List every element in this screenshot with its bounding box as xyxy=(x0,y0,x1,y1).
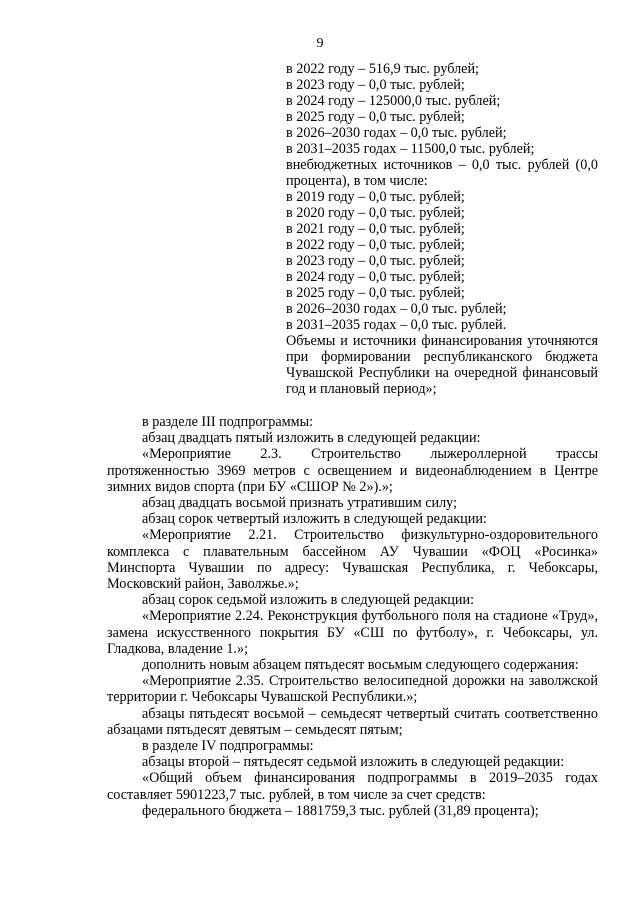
paragraph: в разделе IV подпрограммы: xyxy=(142,738,314,755)
paragraph: абзац сорок седьмой изложить в следующей редакции: xyxy=(142,592,475,609)
main-text xyxy=(107,414,598,819)
paragraph: «Мероприятие 2.24. Реконструкция футбольного поля на стадионе «Труд», замена искусственного покрытия БУ «СШ по футболу», г. Чебоксары, ул. Гладкова, владение 1.»; xyxy=(107,608,598,657)
column-line: в 2024 году – 125000,0 тыс. рублей; xyxy=(286,93,501,109)
column-line: в 2023 году – 0,0 тыс. рублей; xyxy=(286,253,465,269)
column-line: в 2022 году – 0,0 тыс. рублей; xyxy=(286,237,465,253)
paragraph: федерального бюджета – 1881759,3 тыс. рублей (31,89 процента); xyxy=(142,802,539,819)
column-extrabudget: внебюджетных источников – 0,0 тыс. рублей (0,0 процента), в том числе: xyxy=(286,157,598,189)
column-line: в 2025 году – 0,0 тыс. рублей; xyxy=(286,109,465,125)
paragraph: абзацы второй – пятьдесят седьмой изложить в следующей редакции: xyxy=(142,754,565,771)
column-line: в 2026–2030 годах – 0,0 тыс. рублей; xyxy=(286,125,507,141)
column-line: в 2025 году – 0,0 тыс. рублей; xyxy=(286,285,465,301)
column-line: в 2019 году – 0,0 тыс. рублей; xyxy=(286,189,465,205)
paragraph: «Мероприятие 2.21. Строительство физкультурно-оздоровительного комплекса с плавательным бассейном АУ Чувашии «ФОЦ «Росинка» Минспорта Чувашии по адресу: Чувашская Республика, г. Чебоксары, Московский район, Заволжье.»; xyxy=(107,527,598,593)
column-closing: Объемы и источники финансирования уточняются при формировании республиканского бюджета Чувашской Республики на очередной финансовый год и плановый период»; xyxy=(286,333,598,397)
column-line: в 2020 году – 0,0 тыс. рублей; xyxy=(286,205,465,221)
column-line: в 2031–2035 годах – 11500,0 тыс. рублей; xyxy=(286,141,535,157)
paragraph: абзац сорок четвертый изложить в следующей редакции: xyxy=(142,511,487,528)
column-line: в 2026–2030 годах – 0,0 тыс. рублей; xyxy=(286,301,507,317)
paragraph: «Мероприятие 2.3. Строительство лыжероллерной трассы протяженностью 3969 метров с освещением и видеонаблюдением в Центре зимних видов спорта (при БУ «СШОР № 2»).»; xyxy=(107,446,598,495)
financing-column xyxy=(286,61,598,397)
column-line: в 2021 году – 0,0 тыс. рублей; xyxy=(286,221,465,237)
paragraph: абзац двадцать восьмой признать утратившим силу; xyxy=(142,495,458,512)
paragraph: в разделе III подпрограммы: xyxy=(142,414,314,430)
paragraph: дополнить новым абзацем пятьдесят восьмым следующего содержания: xyxy=(142,657,579,674)
paragraph: «Общий объем финансирования подпрограммы в 2019–2035 годах составляет 5901223,7 тыс. рублей, в том числе за счет средств: xyxy=(107,770,598,803)
column-line: в 2023 году – 0,0 тыс. рублей; xyxy=(286,77,465,93)
page-number: 9 xyxy=(316,36,324,51)
column-line: в 2024 году – 0,0 тыс. рублей; xyxy=(286,269,465,285)
column-line: в 2031–2035 годах – 0,0 тыс. рублей. xyxy=(286,317,507,333)
column-line: в 2022 году – 516,9 тыс. рублей; xyxy=(286,61,479,77)
paragraph: абзацы пятьдесят восьмой – семьдесят четвертый считать соответственно абзацами пятьдесят девятым – семьдесят пятым; xyxy=(107,705,598,738)
paragraph: «Мероприятие 2.35. Строительство велосипедной дорожки на заволжской территории г. Чебоксары Чувашской Республики.»; xyxy=(107,673,598,706)
paragraph: абзац двадцать пятый изложить в следующей редакции: xyxy=(142,430,481,447)
